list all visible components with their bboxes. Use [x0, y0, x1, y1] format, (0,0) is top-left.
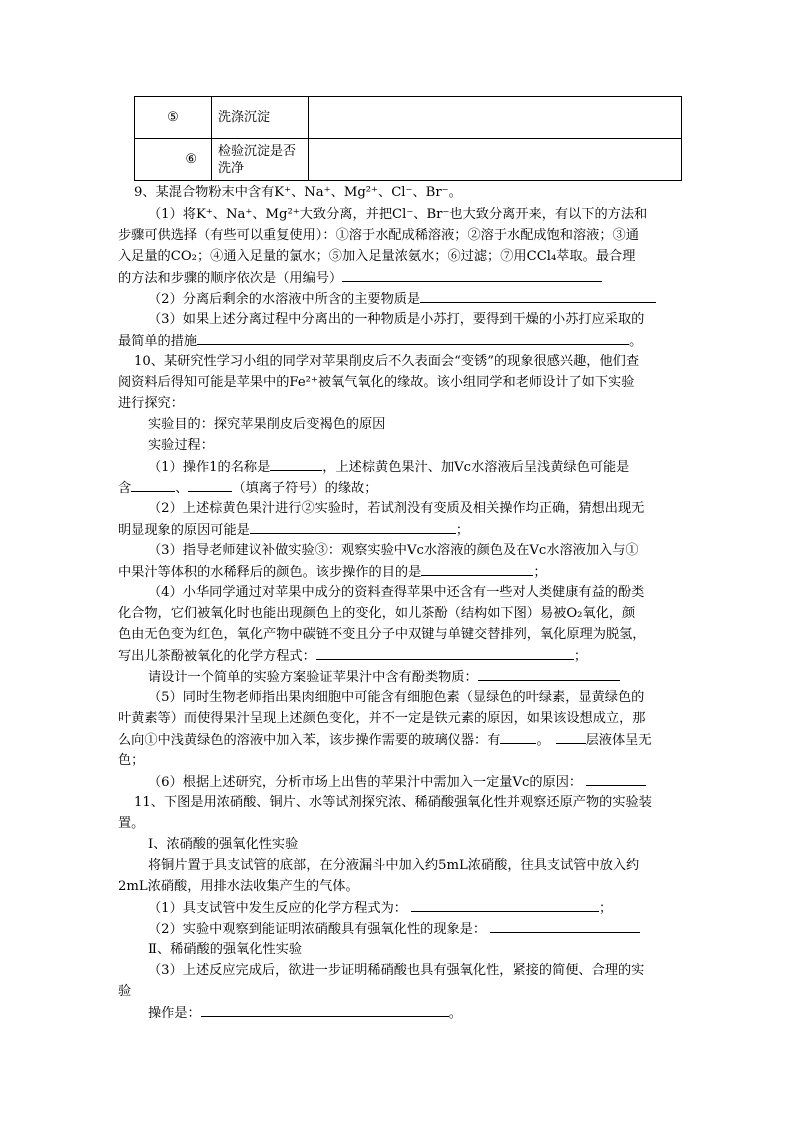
q10-part1-line1: （1）操作1的名称是 ，上述棕黄色果汁、加Vc水溶液后呈浅黄绿色可能是 — [148, 457, 629, 478]
q10-part4-line3: 色由无色变为红色，氧化产物中碳链不变且分子中双键与单键交替排列，氧化原理为脱氢， — [118, 627, 646, 642]
q10-part5-line2: 叶黄素等）而使得果汁呈现上述颜色变化，并不一定是铁元素的原因，如果该设想成立，那 — [118, 711, 646, 726]
q9-stem: 9、某混合物粉末中含有K⁺、Na⁺、Mg²⁺、Cl⁻、Br⁻。 — [134, 185, 462, 200]
q10-part3-line1: （3）指导老师建议补做实验③：观察实验中Vc水溶液的颜色及在Vc水溶液加入与① — [148, 543, 639, 558]
q11-part3-line1: （3）上述反应完成后，欲进一步证明稀硝酸也具有强氧化性，紧接的简便、合理的实 — [148, 963, 645, 978]
q11-section2-title: Ⅱ、稀硝酸的强氧化性实验 — [148, 942, 303, 957]
answer-blank[interactable] — [342, 268, 602, 282]
q10-stem-line3: 进行探究： — [118, 396, 184, 411]
step-name: 洗涤沉淀 — [212, 97, 309, 139]
q10-part5-line1: （5）同时生物老师指出果肉细胞中可能含有细胞色素（显绿色的叶绿素，显黄绿色的 — [148, 690, 645, 705]
q9-part3-line1: （3）如果上述分离过程中分离出的一种物质是小苏打，要得到干燥的小苏打应采取的 — [148, 312, 645, 327]
answer-blank[interactable] — [420, 289, 656, 303]
q10-stem-line1: 10、某研究性学习小组的同学对苹果削皮后不久表面会“变锈”的现象很感兴趣，他们查 — [134, 354, 640, 369]
step-content — [309, 97, 682, 139]
q10-part4-line5: 请设计一个简单的实验方案验证苹果汁中含有酚类物质： — [148, 667, 620, 688]
q9-part1-line2: 步骤可供选择（有些可以重复使用）：①溶于水配成稀溶液；②溶于水配成饱和溶液；③通 — [118, 228, 639, 243]
q11-stem-line2: 置。 — [118, 816, 145, 831]
q11-section1-text1: 将铜片置于具支试管的底部，在分液漏斗中加入约5mL浓硝酸，往具支试管中放入约 — [148, 858, 640, 873]
q11-section1-title: Ⅰ、浓硝酸的强氧化性实验 — [148, 837, 299, 852]
q11-section1-text2: 2mL浓硝酸，用排水法收集产生的气体。 — [118, 879, 359, 894]
q10-process: 实验过程： — [148, 438, 214, 453]
q10-part4-line1: （4）小华同学通过对苹果中成分的资料查得苹果中还含有一些对人类健康有益的酚类 — [148, 585, 645, 600]
answer-blank[interactable] — [250, 520, 456, 534]
answer-blank[interactable] — [556, 730, 586, 744]
answer-blank[interactable] — [316, 646, 574, 660]
q10-part4-line4: 写出儿茶酚被氧化的化学方程式： ； — [118, 646, 587, 667]
q10-part5-line4: 色； — [118, 753, 145, 768]
q9-part2: （2）分离后剩余的水溶液中所含的主要物质是 — [148, 289, 656, 310]
q9-part1-line4: 的方法和步骤的顺序依次是（用编号） — [118, 268, 602, 289]
answer-blank[interactable] — [131, 478, 175, 492]
q10-part5-line3: 么向①中浅黄绿色的溶液中加入苯，该步操作需要的玻璃仪器：有 。 层液体呈无 — [118, 730, 652, 751]
step-number: ⑥ — [135, 139, 212, 181]
answer-blank[interactable] — [586, 772, 646, 786]
q11-stem-line1: 11、下图是用浓硝酸、铜片、水等试剂探究浓、稀硝酸强氧化性并观察还原产物的实验装 — [134, 795, 652, 810]
answer-blank[interactable] — [411, 898, 599, 912]
answer-blank[interactable] — [188, 478, 232, 492]
q10-purpose: 实验目的：探究苹果削皮后变褐色的原因 — [148, 417, 386, 432]
q9-part1-line3: 入足量的CO₂；④通入足量的氯水；⑤加入足量浓氨水；⑥过滤；⑦用CCl₄萃取。最合理 — [118, 249, 636, 264]
answer-blank[interactable] — [500, 730, 536, 744]
q10-part2-line1: （2）上述棕黄色果汁进行②实验时，若试剂没有变质及相关操作均正确，猜想出现无 — [148, 501, 645, 516]
q10-stem-line2: 阅资料后得知可能是苹果中的Fe²⁺被氧气氧化的缘故。该小组同学和老师设计了如下实验 — [118, 375, 635, 390]
answer-blank[interactable] — [197, 331, 629, 345]
q10-part2-line2: 明显现象的原因可能是 ； — [118, 520, 469, 541]
experiment-steps-table — [134, 96, 682, 181]
step-number: ⑤ — [135, 97, 212, 139]
table-row — [135, 97, 682, 139]
q11-part2: （2）实验中观察到能证明浓硝酸具有强氧化性的现象是： — [148, 919, 640, 940]
answer-blank[interactable] — [478, 667, 620, 681]
answer-blank[interactable] — [270, 457, 322, 471]
q10-part6: （6）根据上述研究，分析市场上出售的苹果汁中需加入一定量Vc的原因： — [148, 772, 646, 793]
q11-part3-line3: 操作是： 。 — [148, 1003, 462, 1024]
step-content — [309, 139, 682, 181]
q11-part1: （1）具支试管中发生反应的化学方程式为： ； — [148, 898, 612, 919]
step-name: 检验沉淀是否洗净 — [212, 139, 309, 181]
answer-blank[interactable] — [490, 919, 640, 933]
answer-blank[interactable] — [201, 1003, 449, 1017]
q10-part1-line2: 含 、 （填离子符号）的缘故； — [118, 478, 377, 499]
answer-blank[interactable] — [421, 562, 533, 576]
table-row — [135, 139, 682, 181]
q10-part4-line2: 化合物，它们被氧化时也能出现颜色上的变化，如儿茶酚（结构如下图）易被O₂氧化，颜 — [118, 606, 636, 621]
q9-part1-line1: （1）将K⁺、Na⁺、Mg²⁺大致分离，并把Cl⁻、Br⁻也大致分离开来，有以下的方法和 — [148, 207, 648, 222]
q11-part3-line2: 验 — [118, 984, 132, 999]
q9-part3-line2: 最简单的措施 。 — [118, 331, 642, 352]
q10-part3-line2: 中果汁等体积的水稀释后的颜色。该步操作的目的是 ； — [118, 562, 547, 583]
